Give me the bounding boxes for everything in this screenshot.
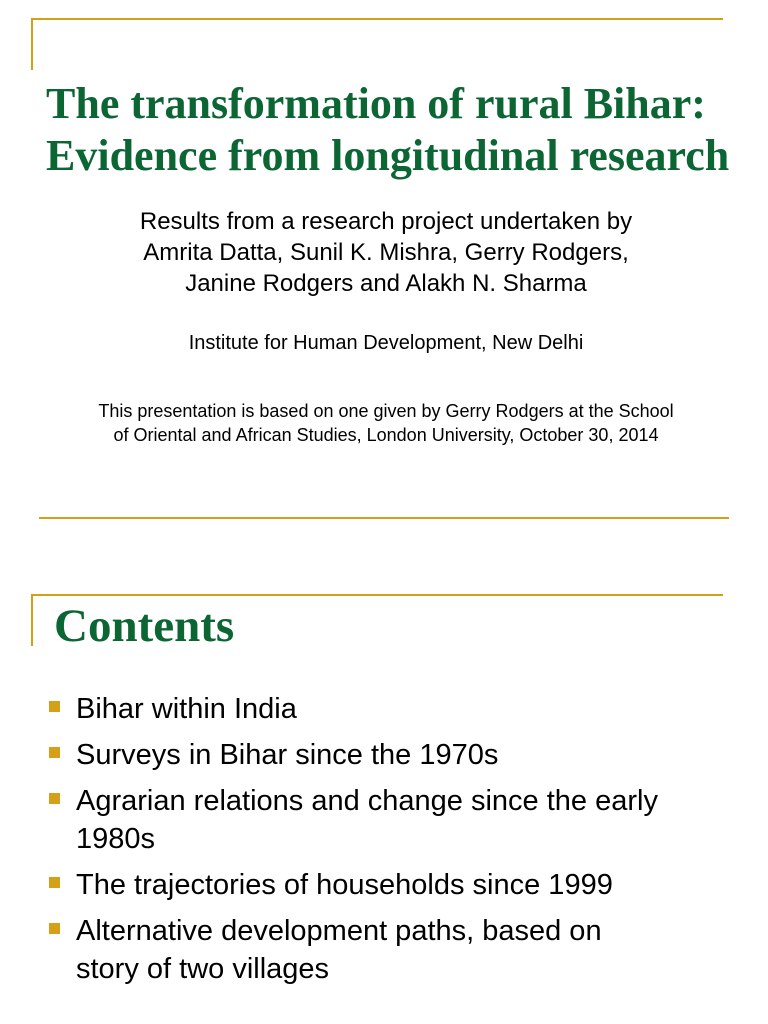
institute-name: Institute for Human Development, New Delhi [188, 332, 584, 354]
subtitle-line: Janine Rodgers and Alakh N. Sharma [185, 270, 587, 297]
subtitle-line: Amrita Datta, Sunil K. Mishra, Gerry Rodgers, [143, 239, 629, 266]
list-item [40, 912, 740, 988]
presentation-note [40, 399, 732, 447]
top-rule [31, 594, 723, 596]
list-item-text: The trajectories of households since 1999 [76, 869, 613, 901]
note-line: of Oriental and African Studies, London University, October 30, 2014 [113, 425, 659, 445]
subtitle-line: Results from a research project undertaken by [139, 208, 633, 235]
top-rule [31, 18, 723, 20]
list-item [40, 690, 740, 728]
slide-title: The transformation of rural Bihar: Evidence from longitudinal research [46, 79, 730, 180]
note-line: This presentation is based on one given by Gerry Rodgers at the School [98, 401, 674, 421]
contents-slide [0, 512, 768, 1024]
square-bullet-icon [49, 701, 60, 712]
list-item [40, 736, 740, 774]
list-item [40, 866, 740, 904]
list-item-text: Bihar within India [76, 693, 297, 725]
square-bullet-icon [49, 877, 60, 888]
list-item-text: Alternative development paths, based on [76, 915, 602, 947]
list-item-text: 1980s [76, 823, 156, 855]
left-rule [31, 18, 33, 70]
list-item-text: Agrarian relations and change since the early [76, 785, 658, 817]
contents-title: Contents [54, 600, 235, 652]
square-bullet-icon [49, 793, 60, 804]
square-bullet-icon [49, 747, 60, 758]
list-item-text: Surveys in Bihar since the 1970s [76, 739, 499, 771]
square-bullet-icon [49, 923, 60, 934]
list-item-text: story of two villages [76, 953, 330, 985]
subtitle [40, 206, 732, 299]
list-item [40, 782, 740, 858]
left-rule [31, 594, 33, 646]
contents-list [40, 690, 740, 996]
